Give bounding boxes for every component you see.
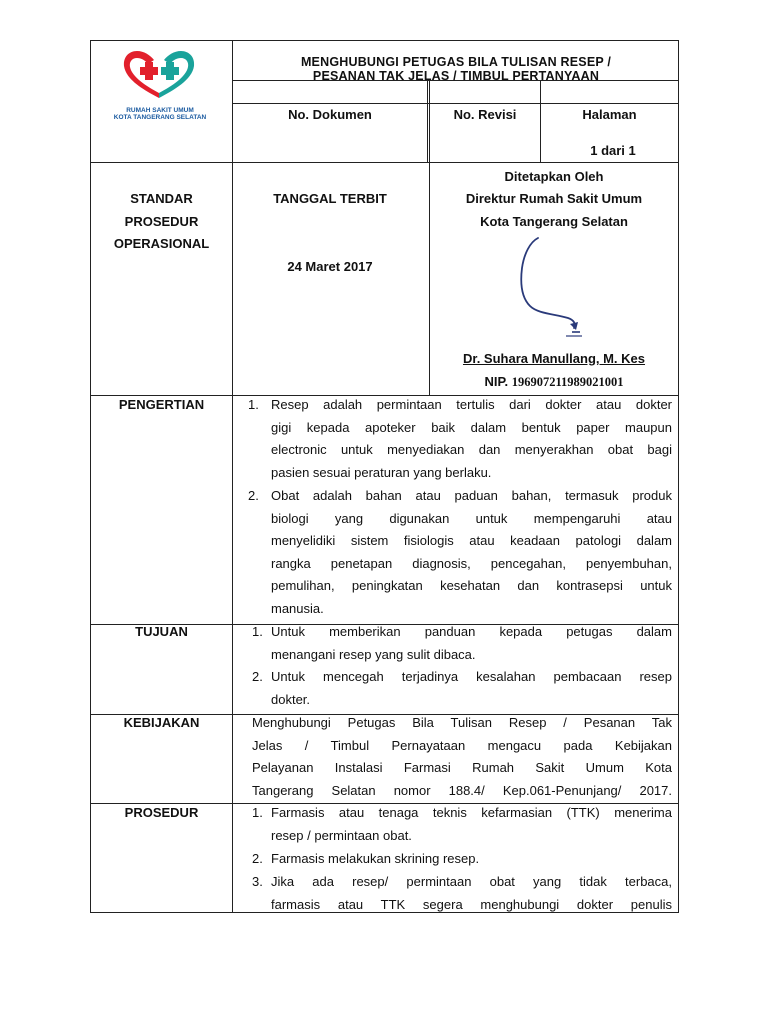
list-item: Jika ada resep/ permintaan obat yang tidak terbaca, farmasis atau TTK segera menghubungi dokter penulis [271,874,672,912]
sop-label: STANDAR PROSEDUR OPERASIONAL [113,191,210,252]
halaman-value: 1 dari 1 [590,143,636,158]
list-item: Farmasis atau tenaga teknis kefarmasian (TTK) menerima resep / permintaan obat. [271,805,672,843]
list-number: 3. [252,874,263,889]
table-border-right [678,40,679,913]
tanggal-terbit-value: 24 Maret 2017 [287,259,373,274]
pengertian-label: PENGERTIAN [118,397,205,412]
logo-text-line1: RUMAH SAKIT UMUM [126,107,194,114]
list-number: 1. [248,397,259,412]
list-item: Farmasis melakukan skrining resep. [271,851,480,866]
column-divider [232,40,233,913]
table-border-left [90,40,91,913]
list-number: 1. [252,624,263,639]
title-line: MENGHUBUNGI PETUGAS BILA TULISAN RESEP / [300,55,612,69]
column-divider [427,80,428,163]
no-dokumen-label: No. Dokumen [288,107,372,122]
list-number: 2. [252,669,263,684]
direktur-line1: Direktur Rumah Sakit Umum [465,191,643,206]
logo-text-line2: KOTA TANGERANG SELATAN [113,114,207,121]
table-border-top [90,40,679,41]
list-item: Untuk memberikan panduan kepada petugas dalam menangani resep yang sulit dibaca. [271,624,672,662]
list-item: Untuk mencegah terjadinya kesalahan pembacaan resep dokter. [271,669,672,707]
ditetapkan-oleh: Ditetapkan Oleh [504,169,604,184]
no-revisi-label: No. Revisi [453,107,517,122]
prosedur-label: PROSEDUR [124,805,199,820]
signer-name: Dr. Suhara Manullang, M. Kes [462,351,646,366]
kebijakan-text: Menghubungi Petugas Bila Tulisan Resep / Pesanan Tak Jelas / Timbul Pernayataan mengacu pada Kebijakan Pelayanan Instalasi Farmasi Rumah Sakit Umum Kota Tangerang Selatan nomor 188.4/ Kep.061-Penunjang/ 2017. [252,715,672,798]
kebijakan-label: KEBIJAKAN [123,715,200,730]
list-number: 1. [252,805,263,820]
direktur-line2: Kota Tangerang Selatan [480,214,628,229]
hospital-logo [118,48,202,104]
list-number: 2. [252,851,263,866]
heart-cross-icon [118,48,202,104]
title-line: PESANAN TAK JELAS / TIMBUL PERTANYAAN [312,69,600,83]
tujuan-label: TUJUAN [135,624,188,639]
signature [500,232,610,347]
document-title [240,55,672,83]
list-number: 2. [248,488,259,503]
signer-nip: NIP. 196907211989021001 [484,374,624,389]
tanggal-terbit-label: TANGGAL TERBIT [273,191,387,206]
halaman-label: Halaman [582,107,637,122]
list-item: Obat adalah bahan atau paduan bahan, termasuk produk biologi yang digunakan untuk mempengaruhi atau menyelidiki sistem fisiologis atau keadaan patologi dalam rangka penetapan diagnosis, pencegahan, penyembuhan, pemulihan, peningkatan kesehatan dan kontrasepsi untuk manusia. [271,488,672,616]
list-item: Resep adalah permintaan tertulis dari dokter atau dokter gigi kepada apoteker baik dalam bentuk paper maupun electronic untuk menyediakan dan menyerakhan obat bagi pasien sesuai peraturan yang berlaku. [271,397,672,480]
signature-icon [500,232,610,347]
